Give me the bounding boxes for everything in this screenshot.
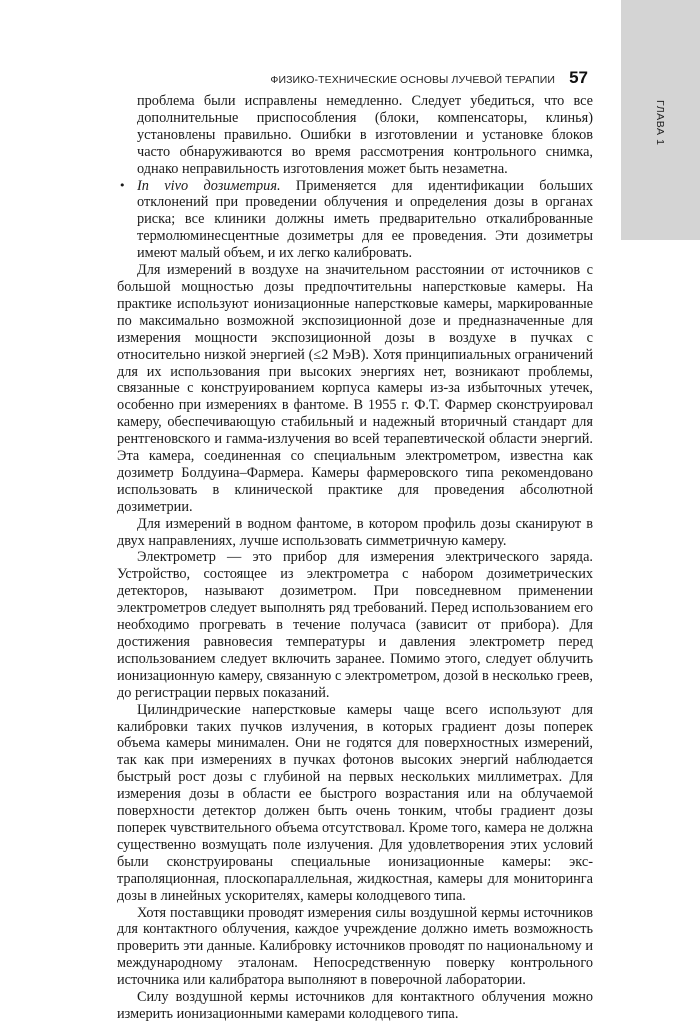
running-header bbox=[240, 68, 588, 88]
chapter-label: ГЛАВА 1 bbox=[654, 100, 666, 146]
bullet-continuation: проблема были исправлены немедленно. Следует убедиться, что все дополнительные приспособления (блоки, компенсаторы, клинья) установлены правильно. Ошибки в изготовлении и установке блоков часто обнаруживаются во время рассмотрения контрольного снимка, однако неправильность изготовления может быть незаметна. bbox=[137, 93, 593, 177]
paragraph-cylindrical-chambers: Цилиндрические наперстковые камеры чаще всего используют для калибровки таких пучков излучения, в которых градиент дозы поперек объема камеры минимален. Они не годятся для поверхностных измерений, так как при измерениях в пучках фотонов высоких энергий наблюдается быстрый рост дозы с глубиной на первых нескольких миллиметрах. Для измерения дозы в области ее быстрого возрастания или на облучаемой поверхности детектор должен быть очень тонким, чтобы градиент дозы поперек чувствительного объема отсутствовал. Кроме того, камера не должна существенно возмущать поле излучения. Для удовлетворения этих условий были сконструированы специальные ионизационные камеры: экстраполяционная, плоскопараллельная, жидкостная, камеры для мониторинга дозы в линейных ускорителях, камеры колодцевого типа. bbox=[117, 701, 593, 904]
paragraph-air-kerma: Хотя поставщики проводят измерения силы воздушной кермы источников для контактного облучения, каждое учреждение должно иметь возможность проверить эти данные. Калибровку источников проводят по национальному и международному эталонам. Непосредственную поверку контрольного источника или калибратора выполняют в поверочной лаборатории. bbox=[117, 904, 593, 989]
bullet-marker: • bbox=[119, 178, 126, 192]
paragraph-well-chambers: Силу воздушной кермы источников для контактного облучения можно измерить ионизационными камерами колодцевого типа. bbox=[117, 989, 593, 1022]
bullet-term: In vivo дозиметрия. bbox=[137, 177, 281, 194]
bullet-item-in-vivo bbox=[117, 178, 593, 263]
paragraph-electrometer: Электрометр — это прибор для измерения электрического заряда. Устройство, состоящее из электрометра с набором дозиметрических детекторов, называют дозиметром. При повседневном применении электрометров следует выполнять ряд требований. Перед использованием его необходимо прогревать в течение получаса (зависит от прибора). Для достижения равновесия температуры и давления электрометр перед использованием следует включить заранее. Помимо этого, следует облучить ионизационную камеру, связанную с электрометром, дозой в несколько греев, до регистрации первых показаний. bbox=[117, 549, 593, 701]
paragraph-thimble-chambers: Для измерений в воздухе на значительном расстоянии от источников с большой мощностью дозы предпочтительны наперстковые камеры. На практике используют ионизационные наперстковые камеры, маркированные по максимально возможной экспозиционной дозе и предназначенные для измерения мощности экспозиционной дозы в воздухе в пучках с относительно низкой энергией (≤2 МэВ). Хотя принципиальных ограничений для их использования при высоких энергиях нет, возникают проблемы, связанные с конструированием корпуса камеры из-за избыточных утечек, особенно при измерениях в фантоме. В 1955 г. Ф.Т. Фармер сконструировал камеру, обеспечивающую стабильный и надежный вторичный стандарт для рентгеновского и гамма-излучения во всей терапевтической области энергий. Эта камера, соединенная со специальным электрометром, известна как дозиметр Болдуина–Фармера. Камеры фармеровского типа рекомендовано использовать в клинической практике для проведения абсолютной дозиметрии. bbox=[117, 262, 593, 515]
page-body bbox=[117, 93, 593, 1023]
bullet-text: Применяется для идентификации больших отклонений при проведении облучения и определения дозы в органах риска; все клиники должны иметь предварительно откалиброванные термолюминесцентные дозиметры для ее проведения. Эти дозиметры имеют малый объем, и их легко калибровать. bbox=[137, 177, 593, 262]
paragraph-water-phantom: Для измерений в водном фантоме, в котором профиль дозы сканируют в двух направлениях, лучше использовать симметричную камеру. bbox=[117, 515, 593, 549]
running-title: ФИЗИКО-ТЕХНИЧЕСКИЕ ОСНОВЫ ЛУЧЕВОЙ ТЕРАПИИ bbox=[270, 74, 556, 86]
page-number: 57 bbox=[569, 68, 588, 87]
